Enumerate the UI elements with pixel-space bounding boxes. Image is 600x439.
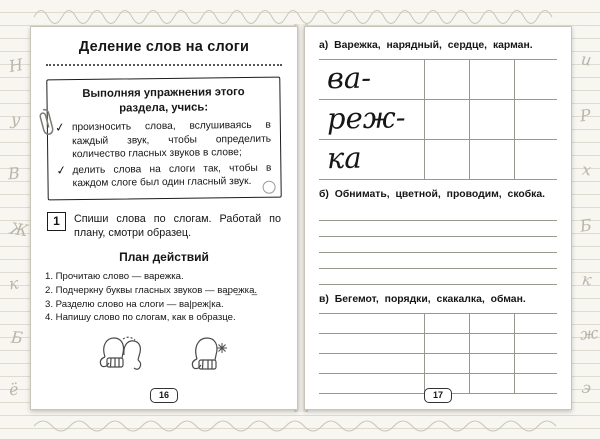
exercise-number-badge: 1 xyxy=(47,212,66,231)
plan-heading: План действий xyxy=(119,249,209,264)
note-heading: Выполняя упражнения этого раздела, учись: xyxy=(82,86,245,115)
word-list-a xyxy=(319,39,557,53)
word-list-text: Варежка, нарядный, сердце, карман. xyxy=(334,40,533,51)
writing-line xyxy=(319,237,557,253)
mittens-illustration xyxy=(44,333,284,375)
writing-row xyxy=(319,314,557,334)
plan-item: 2. Подчеркну буквы гласных звуков — ва̲ре̲жка̲. xyxy=(45,284,258,296)
handwriting-sample: реж- xyxy=(326,99,406,136)
decorative-letter: у xyxy=(10,109,22,130)
note-item-text: делить слова на слоги так, чтобы в каждом слоге был один гласный звук. xyxy=(72,162,272,190)
note-item xyxy=(53,119,272,161)
column-divider xyxy=(424,60,425,180)
column-divider xyxy=(469,314,470,394)
right-page xyxy=(304,26,572,410)
writing-row xyxy=(319,140,557,180)
decorative-letter: х xyxy=(581,159,592,180)
decorative-letter: э xyxy=(580,377,593,398)
plan-item: 4. Напишу слово по слогам, как в образце. xyxy=(45,312,236,324)
section-label: б) xyxy=(319,188,329,200)
column-divider xyxy=(469,60,470,180)
exercise-1 xyxy=(47,212,281,241)
checkmark-icon: ✓ xyxy=(55,162,68,179)
writing-line xyxy=(319,253,557,269)
exercise-text: Спиши слова по слогам. Работай по плану, смотри образец. xyxy=(74,212,281,240)
decorative-letter: В xyxy=(7,163,21,184)
writing-line xyxy=(319,205,557,221)
column-divider xyxy=(514,60,515,180)
note-box xyxy=(46,77,281,200)
decorative-letter: к xyxy=(7,273,20,294)
decorative-scribble xyxy=(30,414,570,438)
writing-row xyxy=(319,334,557,354)
column-divider xyxy=(514,314,515,394)
mitten-pair-icon xyxy=(97,333,143,375)
checkmark-icon: ✓ xyxy=(53,120,66,136)
decorative-letter: Ж xyxy=(8,218,30,241)
writing-line xyxy=(319,221,557,237)
page-number: 17 xyxy=(424,388,452,403)
word-list-b xyxy=(319,188,557,202)
handwriting-grid-b xyxy=(319,313,557,394)
writing-lines xyxy=(319,205,557,285)
section-label: в) xyxy=(319,294,329,306)
decorative-scribble xyxy=(30,1,570,25)
section-label: а) xyxy=(319,40,329,51)
writing-line xyxy=(319,269,557,285)
word-list-text: Бегемот, порядки, скакалка, обман. xyxy=(334,294,526,306)
word-list-text: Обнимать, цветной, проводим, скобка. xyxy=(334,188,546,200)
plan-item: 3. Разделю слово на слоги — ва|реж|ка. xyxy=(45,298,224,310)
note-item xyxy=(57,162,271,191)
page-number: 16 xyxy=(150,388,178,403)
decorative-letter: ж xyxy=(579,323,599,344)
plan-item: 1. Прочитаю слово — варежка. xyxy=(45,270,184,282)
page-title: Деление слов на слоги xyxy=(78,39,250,55)
decorative-letter: Н xyxy=(7,54,25,77)
note-item-text: произносить слова, вслушиваясь в каждый звук, чтобы определить количество гласных звуков в слове; xyxy=(71,120,272,160)
writing-row xyxy=(319,100,557,140)
word-list-v xyxy=(319,293,557,307)
writing-row xyxy=(319,60,557,100)
writing-row xyxy=(319,354,557,374)
decorative-letter: и xyxy=(579,49,593,70)
decorative-letter: к xyxy=(580,269,593,290)
decorative-letter: Б xyxy=(578,215,593,236)
stamp-icon xyxy=(263,180,276,193)
mitten-snowflake-icon xyxy=(185,333,231,375)
handwriting-sample: ка xyxy=(326,140,362,175)
decorative-letter: Б xyxy=(10,327,24,348)
handwriting-grid-a xyxy=(319,59,557,180)
left-page xyxy=(30,26,298,410)
plan-list xyxy=(45,270,283,326)
dotted-divider xyxy=(46,64,282,66)
decorative-letter: ё xyxy=(7,379,20,400)
handwriting-sample: ва- xyxy=(326,60,372,95)
decorative-letter: Р xyxy=(578,105,592,126)
column-divider xyxy=(424,314,425,394)
